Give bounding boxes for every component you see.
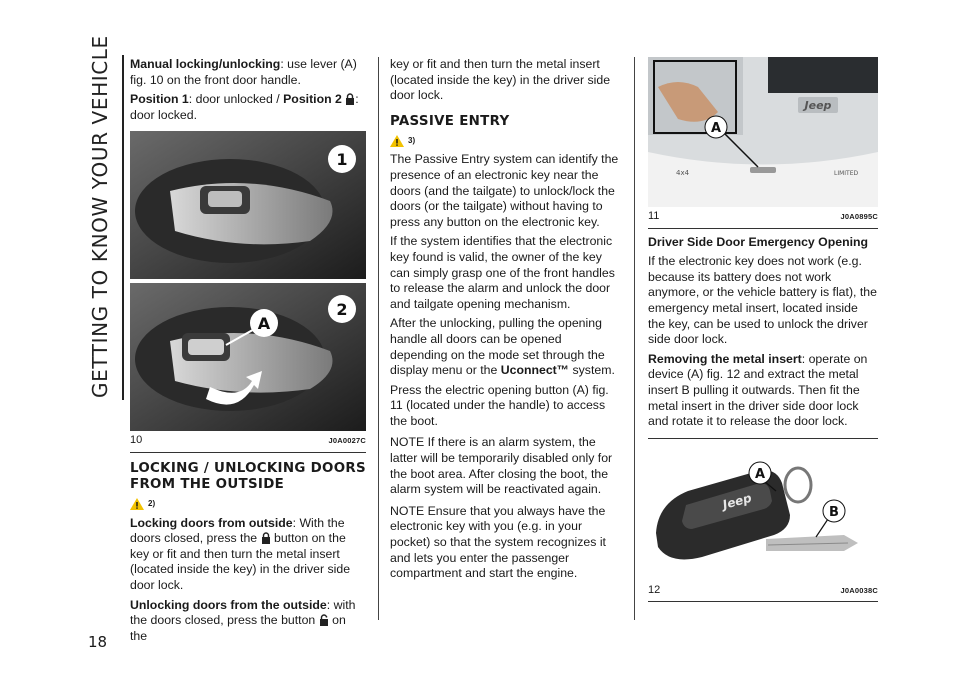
warning-icon [130,498,144,510]
lock-icon [261,532,271,544]
column-1 [130,57,366,648]
tailgate-photo [648,57,878,207]
callout-a-label: A [754,466,766,482]
column-2 [390,57,622,586]
term: Manual locking/unlocking [130,57,281,71]
term: Position 1 [130,92,189,107]
text: on the [130,613,346,643]
text: button on the key or fit and then turn the metal insert (located inside the key) in the driver side door lock. [130,531,351,592]
4x4-badge: 4x4 [676,169,690,177]
figure-number: 11 [648,210,660,222]
callout-a-label: A [257,314,271,334]
figure-code: J0A0027C [328,436,366,446]
text: : operate on device (A) fig. 12 and extract the metal insert B pulling it outwards. Then fit the metal insert in the driver side door lock and rotate it to release the door lock. [648,351,868,429]
text: : use lever (A) fig. 10 on the front door handle. [130,57,357,87]
paragraph [130,92,366,123]
note: NOTE Ensure that you always have the electronic key with you (e.g. in your pocket) so that the system recognizes it and lets you enter the passenger compartment and start the engine. [390,503,606,581]
door-handle-photo [130,131,366,431]
term: Uconnect™ [500,363,570,378]
warning-reference [390,133,622,149]
callout-1-label: 1 [336,150,348,170]
jeep-logo: Jeep [721,490,754,512]
warning-ref: 2) [148,498,156,508]
paragraph [130,598,366,645]
note: NOTE If there is an alarm system, the latter will be temporarily disabled only for the boot area. After closing the boot, the alarm system will be reactivated again. [390,435,613,497]
paragraph: Press the electric opening button (A) fig. 11 (located under the handle) to access the boot. [390,382,609,428]
text: After the unlocking, pulling the opening handle all doors can be opened depending on the mode set through the display menu or the [390,316,605,378]
figure-number: 10 [130,434,143,447]
warning-reference [130,496,366,512]
paragraph [390,316,622,378]
page-number: 18 [88,633,108,651]
paragraph: If the system identifies that the electronic key found is valid, the owner of the key can simply grasp one of the front handles to release the alarm and unlock the door and tailgate opening mechanism. [390,234,615,311]
figure-10 [130,131,366,453]
unlock-icon [319,614,329,626]
figure-caption [648,581,878,603]
section-heading: PASSIVE ENTRY [390,113,510,129]
term: Driver Side Door Emergency Opening [648,234,869,249]
term: Position 2 [283,92,342,107]
text: system. [572,363,615,378]
lock-icon [345,93,355,105]
jeep-badge: Jeep [804,99,832,112]
figure-11 [648,57,878,229]
figure-number: 12 [648,583,661,596]
warning-icon [390,135,404,147]
section-heading: LOCKING / UNLOCKING DOORS FROM THE OUTSIDE [130,460,366,492]
chapter-title: GETTING TO KNOW YOUR VEHICLE [88,35,112,398]
callout-a-label: A [710,121,722,136]
column-3 [648,57,878,602]
key-ring [785,468,811,502]
paragraph: key or fit and then turn the metal insert (located inside the key) in the driver side door lock. [390,57,611,103]
figure-code: J0A0038C [840,585,878,595]
figure-caption [130,431,366,453]
key-fob-photo [648,443,878,581]
column-divider [378,57,379,620]
text: : With the doors closed, press the [130,515,345,546]
paragraph [130,57,366,88]
tailgate-button [750,167,776,173]
text: : door unlocked / [188,92,284,107]
term: Unlocking doors from the outside [130,597,327,612]
figure-caption [648,207,878,229]
subheading [648,235,878,251]
term: Locking doors from outside [130,515,293,530]
paragraph: The Passive Entry system can identify the presence of an electronic key near the doors (and the tailgate) to unlock/lock the doors (or the tailgate) without having to press any button on the electronic key. [390,152,619,229]
text: : door locked. [130,92,359,122]
paragraph [130,516,366,594]
column-divider [634,57,635,620]
callout-2-label: 2 [336,300,348,320]
figure-code: J0A0895C [840,212,878,221]
callout-b-label: B [829,504,839,520]
warning-ref: 3) [408,135,416,145]
limited-badge: LIMITED [834,170,859,177]
chapter-rule [122,55,124,400]
term: Removing the metal insert [648,351,802,366]
figure-12 [648,438,878,603]
paragraph: If the electronic key does not work (e.g. because its battery does not work anymore, or the vehicle battery is flat), the emergency metal insert, located inside the key, can be used to unlock the driver side door lock. [648,254,877,347]
text: : with the doors closed, press the button [130,597,356,628]
paragraph [648,352,878,430]
